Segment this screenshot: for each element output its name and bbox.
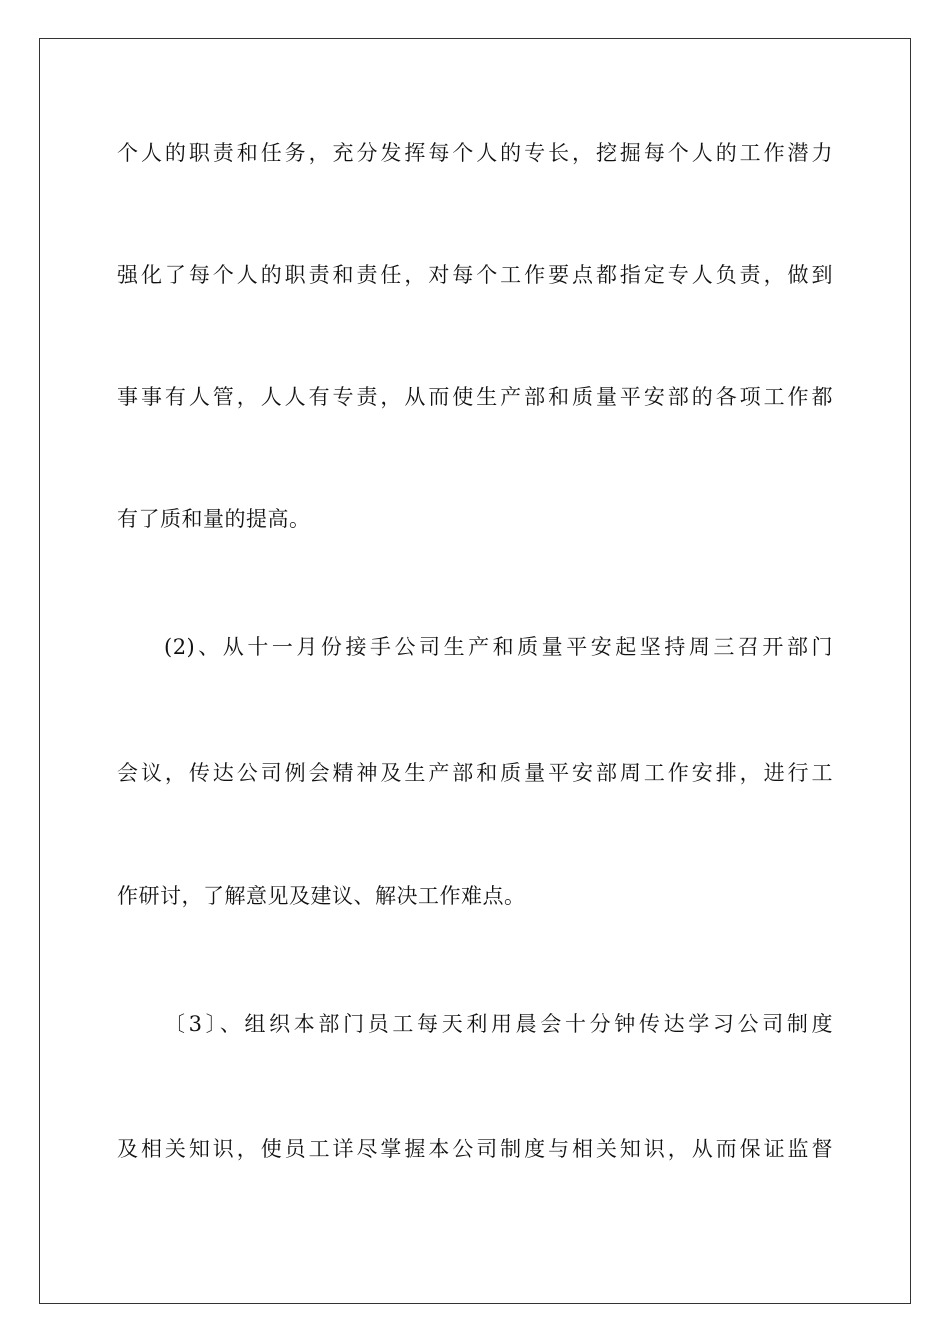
text-line-4: 有了质和量的提高。	[117, 507, 311, 531]
paragraph-3-line-1: 〔3〕、组织本部门员工每天利用晨会十分钟传达学习公司制度	[164, 1012, 833, 1036]
paragraph-2-line-3: 作研讨，了解意见及建议、解决工作难点。	[117, 884, 526, 908]
text-line-1: 个人的职责和任务，充分发挥每个人的专长，挖掘每个人的工作潜力	[117, 141, 833, 165]
page-border	[39, 38, 911, 1304]
text-line-2: 强化了每个人的职责和责任，对每个工作要点都指定专人负责，做到	[117, 263, 833, 287]
text-line-3: 事事有人管，人人有专责，从而使生产部和质量平安部的各项工作都	[117, 385, 833, 409]
paragraph-3-line-2: 及相关知识，使员工详尽掌握本公司制度与相关知识，从而保证监督	[117, 1137, 833, 1161]
paragraph-2-line-2: 会议，传达公司例会精神及生产部和质量平安部周工作安排，进行工	[117, 761, 833, 785]
paragraph-2-line-1: (2)、从十一月份接手公司生产和质量平安起坚持周三召开部门	[164, 635, 833, 659]
